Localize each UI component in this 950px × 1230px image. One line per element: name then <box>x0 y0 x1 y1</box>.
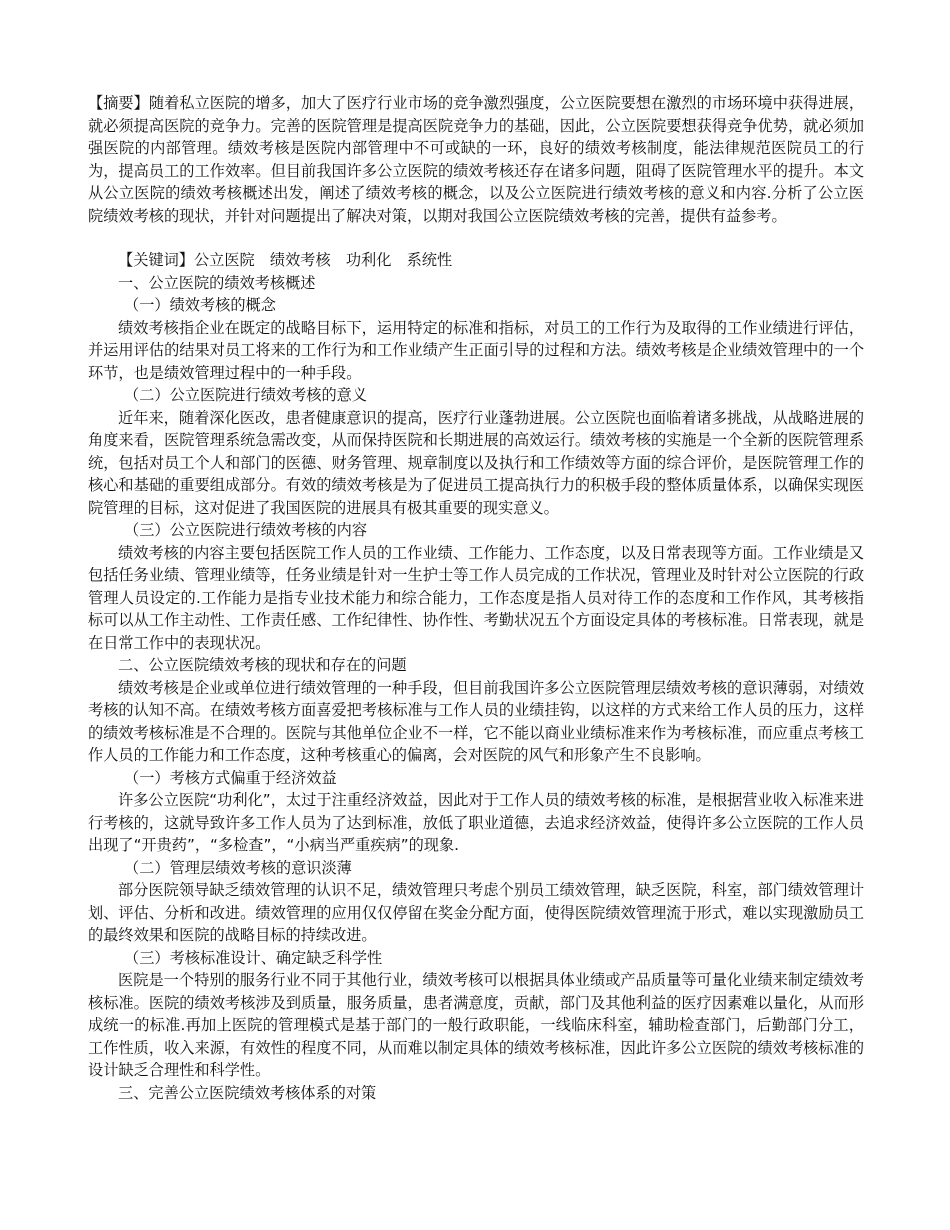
section-1-heading: 一、公立医院的绩效考核概述 <box>118 273 316 292</box>
subsection-1-1-paragraph: 绩效考核指企业在既定的战略目标下，运用特定的标准和指标，对员工的工作行为及取得的工作业绩进行评估，并运用评估的结果对员工将来的工作行为和工作业绩产生正面引导的过程和方法。绩效考核是企业绩效管理中的一个环节，也是绩效管理过程中的一种手段。 <box>88 318 864 382</box>
subsection-1-3-paragraph: 绩效考核的内容主要包括医院工作人员的工作业绩、工作能力、工作态度，以及日常表现等方面。工作业绩是又包括任务业绩、管理业绩等，任务业绩是针对一生护士等工作人员完成的工作状况，管理业及时针对公立医院的行政管理人员设定的.工作能力是指专业技术能力和综合能力，工作态度是指人员对待工作的态度和工作作风，其考核指标可以从工作主动性、工作责任感、工作纪律性、协作性、考勤状况五个方面设定具体的考核标准。日常表现，就是在日常工作中的表现状况。 <box>88 543 864 652</box>
subsection-1-3-heading: （三）公立医院进行绩效考核的内容 <box>124 521 367 539</box>
abstract-paragraph: 【摘要】随着私立医院的增多，加大了医疗行业市场的竞争激烈强度，公立医院要想在激烈的市场环境中获得进展，就必须提高医院的竞争力。完善的医院管理是提高医院竞争力的基础，因此，公立医院要想获得竞争优势，就必须加强医院的内部管理。绩效考核是医院内部管理中不可或缺的一环，良好的绩效考核制度，能法律规范医院员工的行为，提高员工的工作效率。但目前我国许多公立医院的绩效考核还存在诸多问题，阻碍了医院管理水平的提升。本文从公立医院的绩效考核概述出发，阐述了绩效考核的概念，以及公立医院进行绩效考核的意义和内容.分析了公立医院绩效考核的现状，并针对问题提出了解决对策，以期对我国公立医院绩效考核的完善，提供有益参考。 <box>88 94 864 225</box>
section-3-heading: 三、完善公立医院绩效考核体系的对策 <box>118 1083 377 1102</box>
subsection-2-1-paragraph: 许多公立医院“功利化”，太过于注重经济效益，因此对于工作人员的绩效考核的标准，是根据营业收入标准来进行考核的，这就导致许多工作人员为了达到标准，放低了职业道德，去追求经济效益，使得许多公立医院的工作人员出现了“开贵药”，“多检查”，“小病当严重疾病”的现象. <box>88 791 864 854</box>
subsection-2-2-paragraph: 部分医院领导缺乏绩效管理的认识不足，绩效管理只考虑个别员工绩效管理，缺乏医院，科室，部门绩效管理计划、评估、分析和改进。绩效管理的应用仅仅停留在奖金分配方面，使得医院绩效管理流于形式，难以实现激励员工的最终效果和医院的战略目标的持续改进。 <box>88 881 864 944</box>
subsection-2-3-heading: （三）考核标准设计、确定缺乏科学性 <box>124 948 383 967</box>
keywords-line: 【关键词】公立医院 绩效考核 功利化 系统性 <box>118 251 453 269</box>
subsection-2-1-heading: （一）考核方式偏重于经济效益 <box>124 768 337 787</box>
subsection-1-2-heading: （二）公立医院进行绩效考核的意义 <box>124 386 367 404</box>
subsection-2-3-paragraph: 医院是一个特别的服务行业不同于其他行业，绩效考核可以根据具体业绩或产品质量等可量化业绩来制定绩效考核标准。医院的绩效考核涉及到质量，服务质量，患者满意度，贡献，部门及其他利益的医疗因素难以量化，从而形成统一的标准.再加上医院的管理模式是基于部门的一般行政职能，一线临床科室，辅助检查部门，后勤部门分工，工作性质，收入来源，有效性的程度不同，从而难以制定具体的绩效考核标准，因此许多公立医院的绩效考核标准的设计缺乏合理性和科学性。 <box>88 971 864 1079</box>
subsection-1-1-heading: （一）绩效考核的概念 <box>124 296 276 314</box>
section-2-heading: 二、公立医院绩效考核的现状和存在的问题 <box>118 656 407 674</box>
subsection-2-2-heading: （二）管理层绩效考核的意识淡薄 <box>124 858 352 877</box>
document-page <box>88 92 864 1104</box>
section-2-paragraph: 绩效考核是企业或单位进行绩效管理的一种手段，但目前我国许多公立医院管理层绩效考核的意识薄弱，对绩效考核的认知不高。在绩效考核方面喜爱把考核标准与工作人员的业绩挂钩，以这样的方式来给工作人员的压力，这样的绩效考核标准是不合理的。医院与其他单位企业不一样，它不能以商业业绩标准来作为考核标准，而应重点考核工作人员的工作能力和工作态度，这种考核重心的偏离，会对医院的风气和形象产生不良影响。 <box>88 678 864 764</box>
subsection-1-2-paragraph: 近年来，随着深化医改，患者健康意识的提高，医疗行业蓬勃进展。公立医院也面临着诸多挑战，从战略进展的角度来看，医院管理系统急需改变，从而保持医院和长期进展的高效运行。绩效考核的实施是一个全新的医院管理系统，包括对员工个人和部门的医德、财务管理、规章制度以及执行和工作绩效等方面的综合评价，是医院管理工作的核心和基础的重要组成部分。有效的绩效考核是为了促进员工提高执行力的积极手段的整体质量体系，以确保实现医院管理的目标，这对促进了我国医院的进展具有极其重要的现实意义。 <box>88 408 864 517</box>
